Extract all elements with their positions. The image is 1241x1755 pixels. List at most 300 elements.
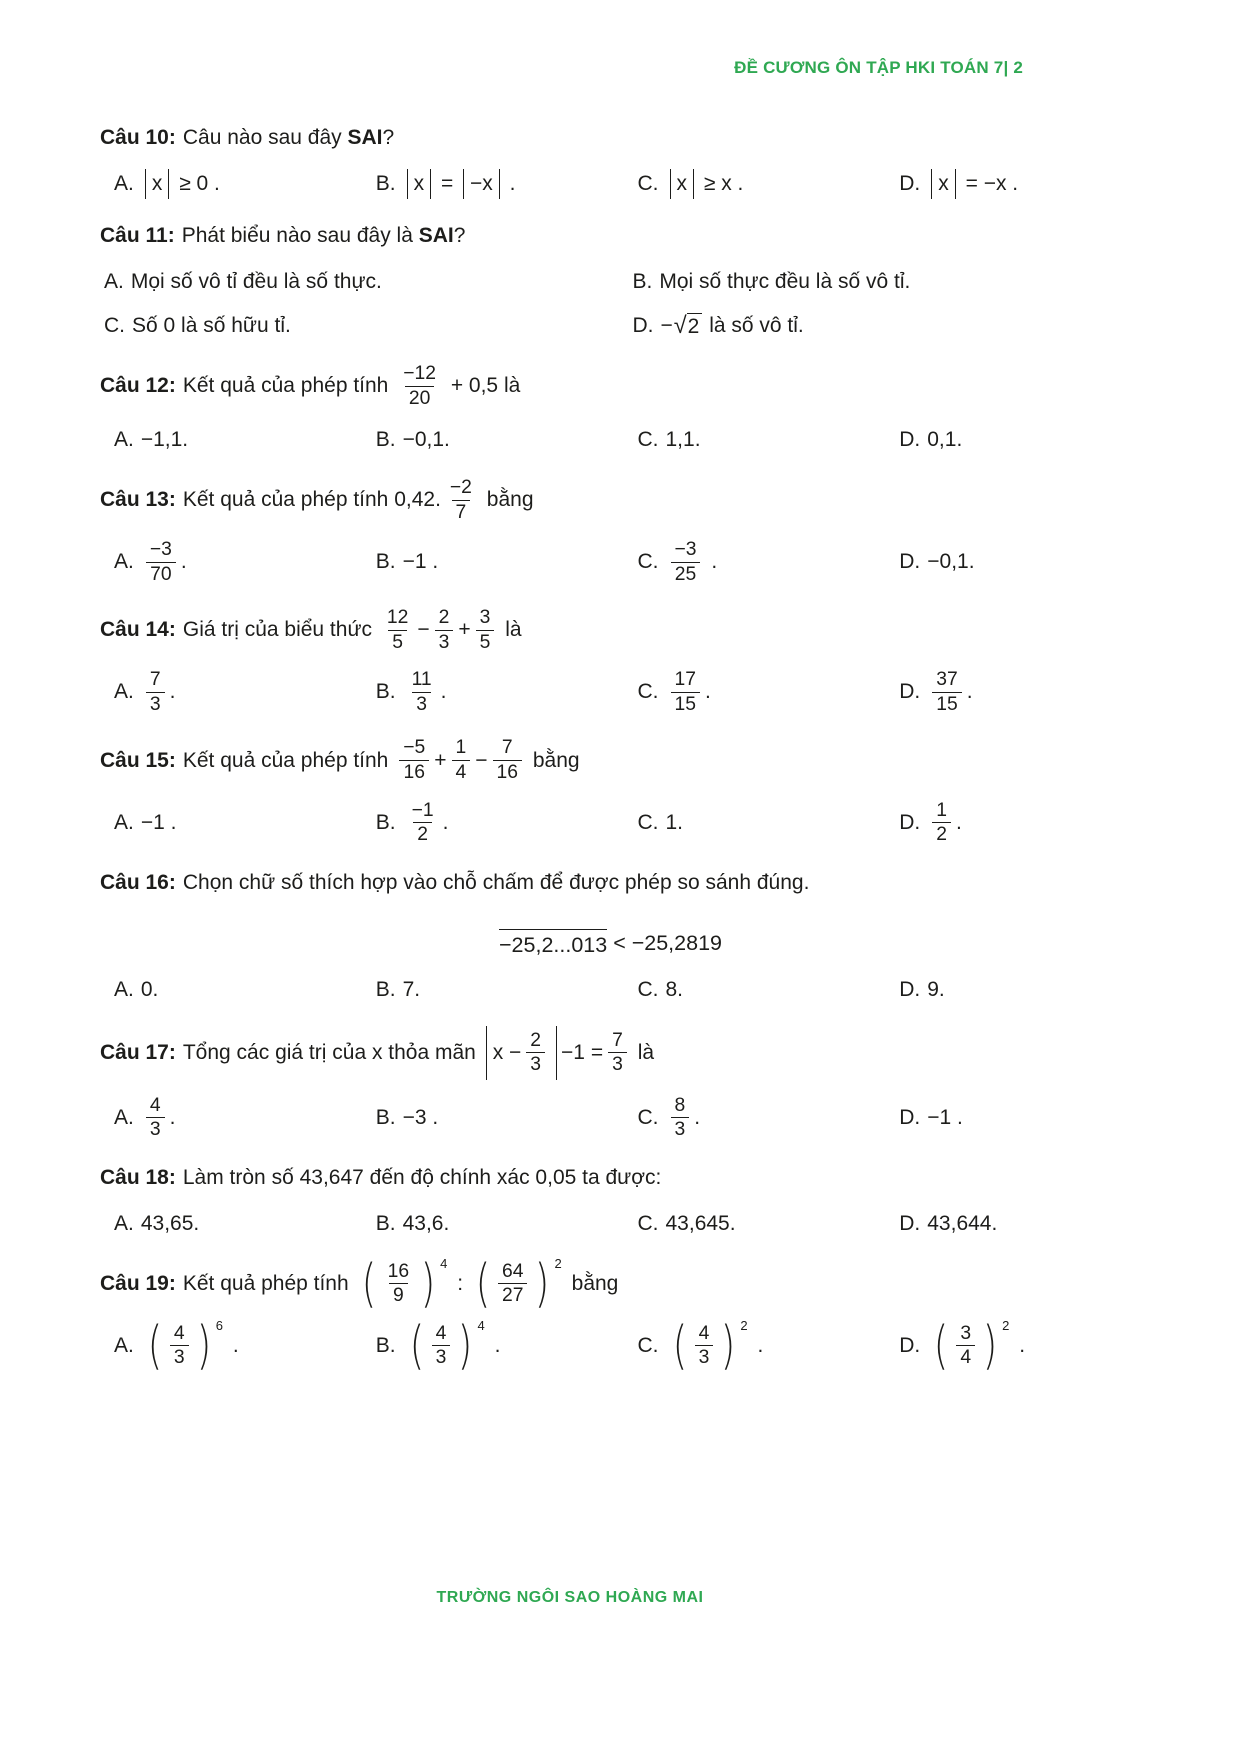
question-18 [100, 1162, 1161, 1240]
math-text: −1,1. [140, 428, 189, 452]
option-d [899, 799, 1161, 847]
option-key: B. [632, 270, 653, 293]
question-label: Câu 13: [100, 488, 176, 512]
math-text: − [417, 618, 430, 642]
option-a [114, 799, 376, 847]
fraction-denominator: 20 [405, 386, 434, 411]
question-label: Câu 17: [100, 1040, 176, 1064]
fraction [399, 736, 429, 784]
open-paren-icon: ( [409, 1315, 424, 1376]
option-key: D. [899, 550, 921, 574]
parenthesized-fraction [407, 1315, 485, 1376]
fraction-denominator: 25 [671, 562, 700, 587]
question-stem [100, 1253, 1161, 1314]
math-text: là [631, 1040, 655, 1064]
fraction-denominator: 3 [146, 692, 165, 717]
fraction-numerator: 7 [149, 669, 161, 691]
option-key: A. [114, 428, 134, 452]
math-text: x − [492, 1040, 522, 1064]
fraction-numerator: 1 [936, 799, 947, 821]
option-key: C. [637, 1333, 659, 1357]
option-d [633, 310, 1162, 342]
exponent: 2 [554, 1255, 562, 1271]
math-text: Phát biểu nào sau đây là [181, 224, 419, 247]
fraction [498, 1260, 527, 1308]
math-text: − [475, 748, 488, 772]
fraction [399, 362, 440, 410]
fraction [408, 668, 436, 716]
option-key: A. [114, 810, 134, 834]
option-a [114, 168, 376, 200]
fraction [476, 606, 495, 654]
option-b [376, 799, 638, 847]
fraction [526, 1029, 545, 1077]
math-text: ? [453, 224, 466, 247]
math-text: ≥ x . [698, 172, 744, 195]
options-row [100, 538, 1161, 586]
square-root [674, 313, 703, 339]
option-b [633, 266, 1162, 298]
parenthesized-fraction [473, 1253, 562, 1314]
fraction-denominator: 4 [452, 760, 471, 785]
fraction-numerator: 11 [411, 669, 432, 691]
math-text: −3 . [402, 1105, 439, 1129]
radicand: 2 [687, 313, 703, 339]
math-text: −0,1. [927, 550, 975, 574]
math-text: . [704, 680, 711, 704]
math-text: < −25,2819 [607, 930, 722, 955]
open-paren-icon: ( [361, 1253, 376, 1314]
math-text: 0,1. [927, 428, 963, 452]
absolute-value [486, 1026, 557, 1080]
options-row [100, 668, 1161, 716]
math-text: + [458, 618, 471, 642]
math-text: . [751, 1333, 764, 1357]
option-key: D. [899, 1211, 921, 1235]
question-stem [100, 1026, 1161, 1080]
math-text: − [660, 314, 673, 337]
math-text: bằng [527, 748, 580, 772]
option-c [638, 974, 900, 1006]
fraction-denominator: 2 [413, 822, 432, 847]
option-key: B. [375, 1333, 396, 1357]
question-16 [100, 867, 1161, 1006]
option-c [638, 1208, 900, 1240]
option-d [899, 168, 1161, 200]
fraction-numerator: 1 [455, 737, 467, 759]
fraction-denominator: 16 [399, 760, 428, 785]
option-a [114, 1208, 376, 1240]
parenthesized-fraction [145, 1315, 223, 1376]
option-key: B. [375, 172, 396, 195]
fraction-denominator: 3 [146, 1117, 165, 1142]
question-19 [100, 1253, 1161, 1376]
open-paren-icon: ( [475, 1253, 491, 1314]
math-text: Câu nào sau đây [182, 126, 348, 149]
absolute-value [670, 169, 695, 199]
question-stem [100, 476, 1161, 524]
math-text: −1 . [927, 1105, 963, 1129]
math-text: Kết quả của phép tính [182, 374, 395, 398]
math-text: x [151, 172, 163, 195]
math-text: . [227, 1333, 239, 1357]
question-13 [100, 476, 1161, 586]
fraction-numerator: −3 [149, 539, 172, 561]
question-17 [100, 1026, 1161, 1142]
header-title: ĐỀ CƯƠNG ÔN TẬP HKI TOÁN 7| 2 [734, 58, 1023, 77]
parenthesized-fraction [931, 1315, 1010, 1376]
math-text: : [451, 1271, 469, 1295]
fraction [671, 538, 701, 586]
math-text: . [488, 1333, 501, 1357]
comparison-equation [100, 929, 1121, 958]
question-label: Câu 15: [100, 748, 176, 772]
options-row [100, 424, 1161, 456]
math-text: 1,1. [665, 428, 701, 452]
math-text: bằng [480, 488, 534, 512]
option-key: C. [637, 680, 659, 704]
question-14 [100, 606, 1161, 716]
math-text: là số vô tỉ. [703, 314, 804, 337]
fraction [932, 668, 961, 716]
math-text: 8. [665, 977, 684, 1001]
emphasized-text: SAI [418, 224, 454, 247]
fraction-numerator: −5 [403, 737, 426, 759]
overlined-number: −25,2...013 [499, 929, 607, 958]
fraction-denominator: 3 [412, 692, 431, 717]
math-text: Số 0 là số hữu tỉ. [132, 314, 291, 337]
absolute-value [463, 169, 500, 199]
question-stem [100, 362, 1161, 410]
math-text: là [499, 618, 522, 642]
options-row [100, 168, 1161, 200]
option-c [638, 1094, 900, 1142]
option-a [114, 668, 376, 716]
option-a [114, 424, 376, 456]
math-text: . [440, 680, 447, 704]
fraction [146, 1094, 165, 1142]
math-text: . [169, 1105, 176, 1129]
option-key: C. [637, 428, 659, 452]
absolute-value [145, 169, 170, 199]
emphasized-text: SAI [347, 126, 383, 149]
math-text: 43,645. [665, 1211, 736, 1235]
exponent: 4 [477, 1317, 485, 1333]
question-label: Câu 12: [100, 374, 176, 398]
option-d [899, 538, 1161, 586]
option-key: A. [114, 680, 134, 704]
math-text: . [180, 550, 187, 574]
math-text: ? [382, 126, 395, 149]
questions [100, 122, 1161, 1376]
fraction-denominator: 27 [498, 1283, 527, 1308]
math-text: −0,1. [402, 428, 450, 452]
option-b [376, 974, 638, 1006]
option-key: C. [637, 172, 659, 195]
fraction-denominator: 3 [608, 1052, 627, 1077]
footer-school-name: TRƯỜNG NGÔI SAO HOÀNG MAI [436, 1589, 704, 1606]
option-key: D. [899, 1105, 921, 1129]
math-text: Làm tròn số 43,647 đến độ chính xác 0,05 ta được: [182, 1165, 662, 1189]
fraction-denominator: 5 [388, 630, 407, 655]
option-b [376, 1094, 638, 1142]
fraction [671, 1094, 690, 1142]
fraction [932, 799, 951, 847]
fraction-numerator: −1 [411, 799, 434, 821]
fraction-denominator: 3 [671, 1117, 690, 1142]
question-label: Câu 14: [100, 618, 176, 642]
option-b [376, 168, 638, 200]
math-text: 43,6. [402, 1211, 450, 1235]
fraction-denominator: 16 [493, 760, 522, 785]
fraction [956, 1322, 975, 1370]
math-text: . [442, 810, 449, 834]
option-b [376, 538, 638, 586]
fraction [446, 476, 476, 524]
option-b [376, 424, 638, 456]
fraction-numerator: −3 [674, 539, 697, 561]
exponent: 2 [740, 1317, 748, 1333]
fraction-numerator: 7 [501, 737, 513, 759]
question-label: Câu 18: [100, 1165, 176, 1189]
option-key: D. [899, 977, 921, 1001]
option-a [114, 538, 376, 586]
page-header [0, 0, 1241, 78]
option-key: D. [632, 314, 654, 337]
absolute-value [931, 169, 956, 199]
fraction [671, 668, 700, 716]
math-text: −x [470, 172, 493, 195]
open-paren-icon: ( [147, 1315, 163, 1376]
math-text: = −x . [959, 172, 1019, 195]
math-text: . [169, 680, 176, 704]
math-text: + 0,5 là [444, 374, 521, 398]
math-text: Mọi số vô tỉ đều là số thực. [130, 270, 382, 293]
fraction-numerator: 4 [698, 1322, 710, 1344]
fraction-denominator: 3 [435, 630, 454, 655]
math-text: Chọn chữ số thích hợp vào chỗ chấm để được phép so sánh đúng. [182, 870, 810, 894]
option-key: B. [375, 1211, 396, 1235]
math-text: 7. [402, 977, 421, 1001]
option-c [638, 668, 900, 716]
close-paren-icon: ) [420, 1253, 436, 1314]
fraction [146, 538, 176, 586]
option-key: D. [899, 172, 921, 195]
option-key: B. [375, 810, 396, 834]
math-text: Giá trị của biểu thức [182, 618, 378, 642]
math-text: 0. [140, 977, 159, 1001]
question-label: Câu 11: [100, 224, 175, 247]
option-b [375, 1315, 638, 1376]
question-12 [100, 362, 1161, 456]
question-stem [100, 606, 1161, 654]
parenthesized-fraction [670, 1315, 748, 1376]
option-d [899, 1315, 1161, 1376]
option-key: C. [637, 550, 659, 574]
option-key: C. [637, 1105, 659, 1129]
math-text: Kết quả của phép tính [182, 748, 395, 772]
option-key: C. [104, 314, 125, 337]
fraction-numerator: 17 [674, 669, 696, 691]
fraction [432, 1322, 451, 1370]
option-a [114, 1315, 376, 1376]
math-text: ≥ 0 . [173, 172, 220, 195]
question-stem [100, 1162, 1161, 1194]
fraction-numerator: 3 [960, 1322, 972, 1344]
math-text: Mọi số thực đều là số vô tỉ. [659, 270, 911, 293]
math-text: . [705, 550, 718, 574]
option-key: A. [114, 172, 134, 195]
fraction-denominator: 70 [146, 562, 175, 587]
open-paren-icon: ( [672, 1315, 687, 1376]
fraction-denominator: 7 [452, 500, 471, 525]
fraction [608, 1029, 627, 1077]
question-label: Câu 19: [100, 1271, 176, 1295]
option-a [114, 1094, 376, 1142]
fraction-numerator: 2 [530, 1029, 542, 1051]
fraction [435, 606, 454, 654]
question-stem [100, 736, 1161, 784]
absolute-value [407, 169, 432, 199]
option-d [899, 974, 1161, 1006]
math-text: x [676, 172, 687, 195]
close-paren-icon: ) [458, 1315, 473, 1376]
option-d [899, 668, 1161, 716]
fraction [695, 1322, 714, 1370]
options-row [100, 1094, 1161, 1142]
math-text: + [434, 748, 447, 772]
question-label: Câu 16: [100, 870, 176, 894]
math-text: Tổng các giá trị của x thỏa mãn [182, 1040, 482, 1064]
option-key: A. [114, 1105, 134, 1129]
fraction [452, 736, 471, 784]
option-key: A. [114, 550, 134, 574]
fraction [146, 668, 165, 716]
fraction-denominator: 3 [526, 1052, 545, 1077]
fraction [383, 606, 412, 654]
fraction-denominator: 3 [170, 1345, 189, 1370]
option-key: A. [104, 270, 124, 293]
math-text: . [966, 680, 973, 704]
math-text: 43,65. [140, 1211, 200, 1235]
fraction-numerator: −2 [449, 477, 472, 499]
option-c [638, 168, 900, 200]
question-11 [100, 220, 1161, 342]
exponent: 6 [215, 1317, 223, 1333]
option-c [638, 538, 900, 586]
options-row [100, 974, 1161, 1006]
math-text: −1 . [140, 810, 177, 834]
question-label: Câu 10: [100, 126, 176, 149]
open-paren-icon: ( [934, 1315, 949, 1376]
fraction [493, 736, 522, 784]
fraction-numerator: 64 [501, 1260, 524, 1282]
exponent: 4 [440, 1255, 448, 1271]
option-key: B. [375, 1105, 396, 1129]
fraction-numerator: 3 [479, 607, 491, 629]
fraction-denominator: 2 [932, 822, 951, 847]
fraction [384, 1260, 413, 1308]
question-stem [100, 122, 1161, 154]
math-text: . [694, 1105, 701, 1129]
option-c [638, 799, 900, 847]
question-stem [100, 867, 1161, 899]
fraction-denominator: 9 [389, 1283, 408, 1308]
math-text: = [435, 172, 460, 195]
question-10 [100, 122, 1161, 200]
fraction-denominator: 3 [432, 1345, 451, 1370]
fraction [408, 799, 438, 847]
option-key: D. [899, 428, 921, 452]
option-key: C. [637, 810, 659, 834]
option-key: C. [637, 1211, 659, 1235]
math-text: x [938, 172, 949, 195]
option-d [899, 1208, 1161, 1240]
math-text: . [1013, 1333, 1026, 1357]
fraction-numerator: 2 [438, 607, 450, 629]
options-row [100, 799, 1161, 847]
fraction-numerator: 4 [435, 1322, 447, 1344]
math-text: −1 . [402, 550, 439, 574]
option-c [104, 310, 633, 342]
option-key: D. [899, 810, 921, 834]
fraction-numerator: 7 [612, 1029, 623, 1051]
close-paren-icon: ) [721, 1315, 736, 1376]
option-b [376, 668, 638, 716]
math-text: Kết quả của phép tính 0,42. [182, 488, 441, 512]
fraction-numerator: 8 [674, 1094, 686, 1116]
option-b [376, 1208, 638, 1240]
question-stem [100, 220, 1161, 252]
option-key: B. [375, 680, 396, 704]
option-d [899, 424, 1161, 456]
page-footer [0, 1589, 1140, 1607]
option-d [899, 1094, 1161, 1142]
close-paren-icon: ) [196, 1315, 211, 1376]
option-key: D. [899, 680, 921, 704]
question-15 [100, 736, 1161, 846]
option-c [637, 1315, 900, 1376]
fraction [170, 1322, 189, 1370]
math-text: Kết quả phép tính [182, 1271, 355, 1295]
radical-icon: √ [673, 312, 687, 338]
math-text: x [413, 172, 425, 195]
option-key: C. [637, 977, 659, 1001]
parenthesized-fraction [359, 1253, 448, 1314]
fraction-denominator: 4 [956, 1345, 975, 1370]
close-paren-icon: ) [982, 1315, 998, 1376]
fraction-denominator: 15 [671, 692, 700, 717]
math-text: 43,644. [927, 1211, 998, 1235]
option-key: A. [114, 977, 134, 1001]
option-key: A. [114, 1211, 134, 1235]
math-text: bằng [565, 1271, 619, 1295]
math-text: 1. [665, 810, 684, 834]
math-text: 9. [927, 977, 945, 1001]
option-key: B. [375, 428, 396, 452]
fraction-denominator: 5 [476, 630, 495, 655]
math-text: . [956, 810, 962, 834]
fraction-numerator: 4 [149, 1094, 161, 1116]
fraction-numerator: 12 [386, 607, 409, 629]
math-text: . [503, 172, 516, 195]
options-row [100, 1315, 1161, 1376]
options-row [100, 1208, 1161, 1240]
fraction-numerator: 37 [936, 669, 958, 691]
option-a [104, 266, 633, 298]
options-row [100, 266, 1161, 342]
fraction-numerator: 16 [387, 1260, 410, 1282]
